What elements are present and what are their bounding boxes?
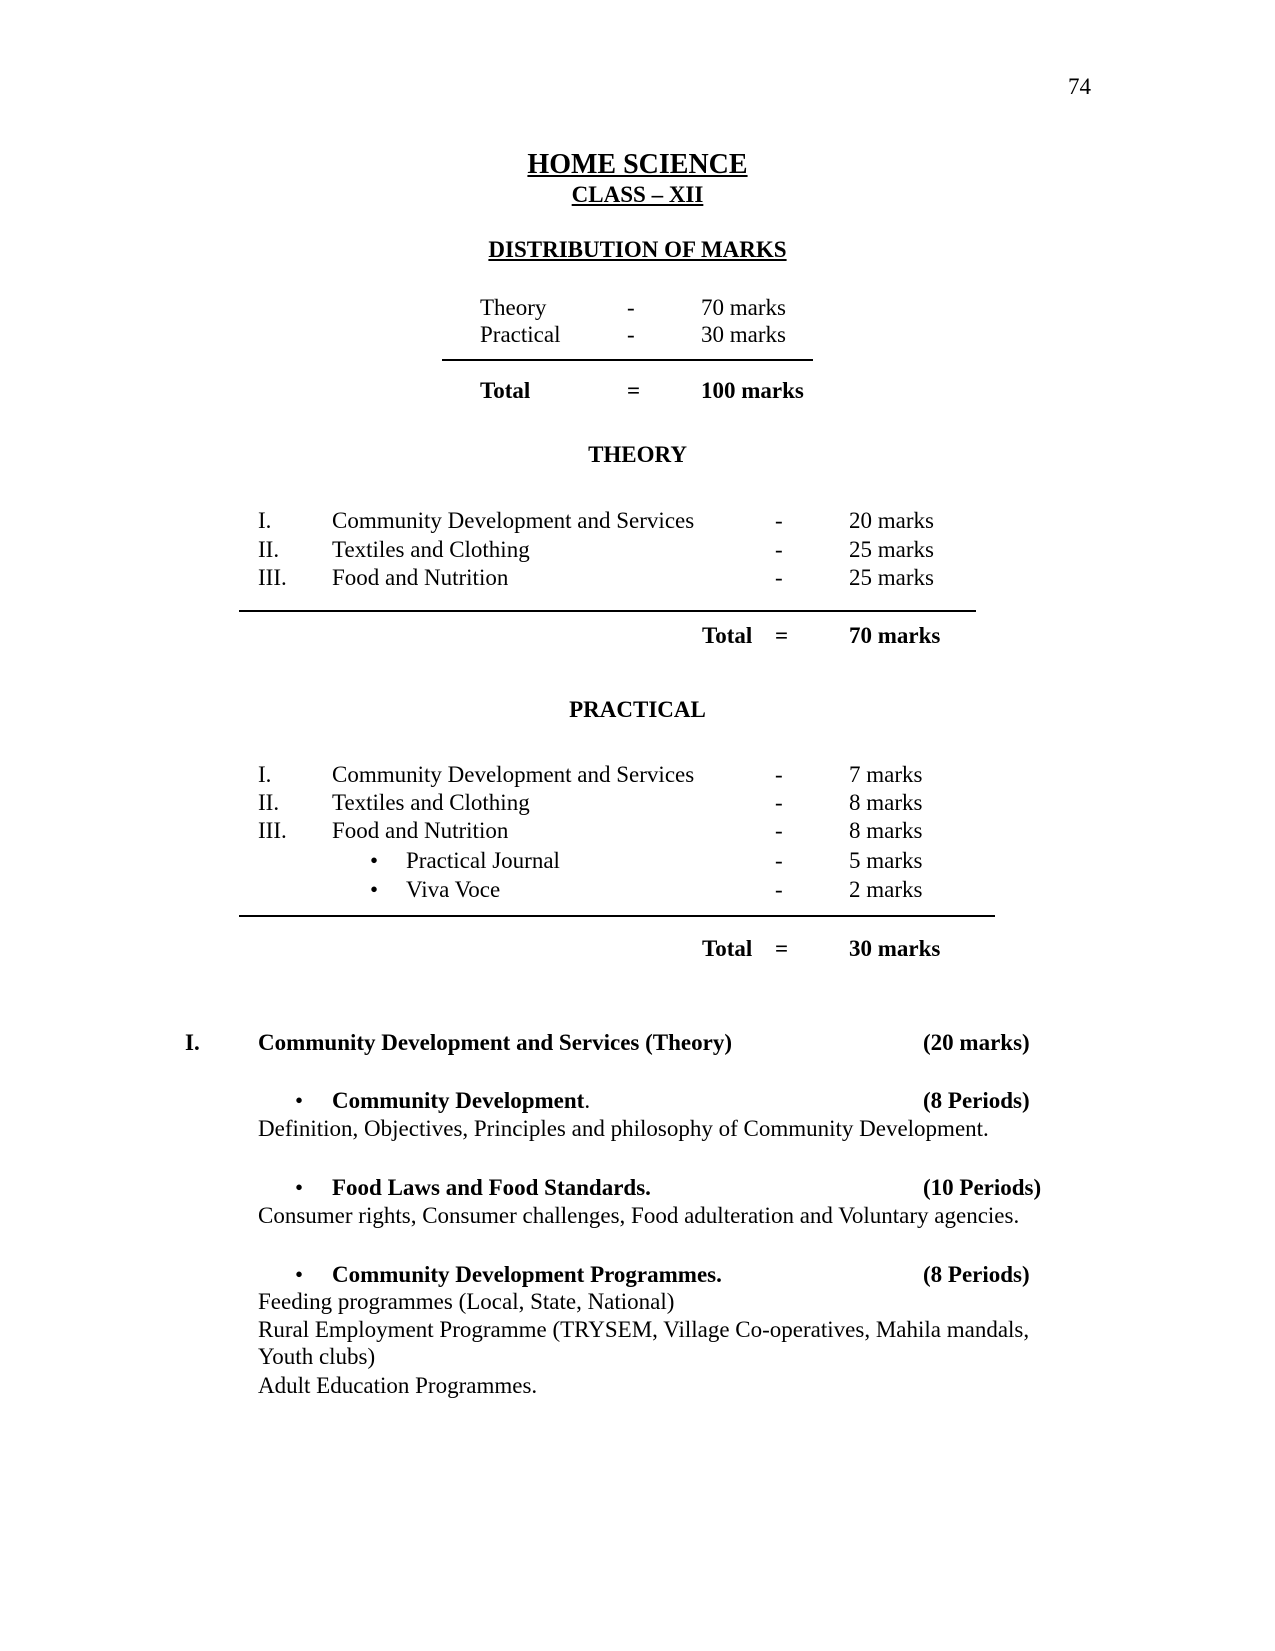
theory-row-marks: 25 marks [849, 537, 934, 562]
unit-marks: (20 marks) [923, 1030, 1030, 1055]
topic-periods: (8 Periods) [923, 1088, 1030, 1113]
topic-title: Community Development. [332, 1088, 591, 1113]
topic-description: Adult Education Programmes. [258, 1373, 538, 1398]
theory-row-name: Food and Nutrition [332, 565, 509, 590]
topic-description: Rural Employment Programme (TRYSEM, Village Co-operatives, Mahila mandals, [258, 1317, 1030, 1342]
practical-row-marks: 7 marks [849, 762, 923, 787]
distribution-label: Theory [480, 295, 547, 320]
distribution-sep: - [627, 322, 635, 347]
distribution-label: Practical [480, 322, 561, 347]
practical-sub-sep: - [775, 877, 783, 902]
theory-row-sep: - [775, 537, 783, 562]
theory-row-number: I. [258, 508, 272, 533]
bullet-icon [295, 1088, 303, 1114]
theory-row-sep: - [775, 565, 783, 590]
theory-divider [239, 610, 976, 612]
practical-sub-name: Practical Journal [406, 848, 560, 873]
practical-total-sep: = [775, 936, 789, 961]
bullet-icon [295, 1262, 303, 1288]
practical-row-sep: - [775, 762, 783, 787]
distribution-divider [442, 359, 813, 361]
practical-sub-sep: - [775, 848, 783, 873]
theory-row-number: II. [258, 537, 280, 562]
topic-title: Community Development Programmes. [332, 1262, 722, 1287]
practical-total-value: 30 marks [849, 936, 941, 961]
bullet-icon [370, 877, 378, 903]
unit-title: Community Development and Services (Theory) [258, 1030, 733, 1055]
theory-heading: THEORY [588, 442, 687, 467]
page-number: 74 [1068, 74, 1091, 99]
unit-number: I. [185, 1030, 200, 1055]
practical-row-sep: - [775, 790, 783, 815]
class-label: CLASS – XII [571, 182, 704, 207]
theory-row-number: III. [258, 565, 287, 590]
distribution-total-value: 100 marks [701, 378, 804, 403]
distribution-heading: DISTRIBUTION OF MARKS [488, 237, 787, 262]
topic-title: Food Laws and Food Standards. [332, 1175, 651, 1200]
topic-description: Feeding programmes (Local, State, National) [258, 1289, 675, 1314]
practical-divider [239, 915, 995, 917]
theory-row-name: Textiles and Clothing [332, 537, 530, 562]
theory-row-marks: 25 marks [849, 565, 934, 590]
topic-periods: (10 Periods) [923, 1175, 1042, 1200]
distribution-value: 30 marks [701, 322, 786, 347]
distribution-sep: - [627, 295, 635, 320]
theory-row-sep: - [775, 508, 783, 533]
practical-row-name: Textiles and Clothing [332, 790, 530, 815]
practical-row-number: III. [258, 818, 287, 843]
topic-description: Youth clubs) [258, 1344, 376, 1369]
practical-sub-marks: 2 marks [849, 877, 923, 902]
topic-periods: (8 Periods) [923, 1262, 1030, 1287]
theory-total-label: Total [702, 623, 753, 648]
bullet-icon [295, 1175, 303, 1201]
practical-heading: PRACTICAL [569, 697, 706, 722]
theory-row-name: Community Development and Services [332, 508, 695, 533]
theory-total-value: 70 marks [849, 623, 941, 648]
practical-row-marks: 8 marks [849, 818, 923, 843]
practical-row-name: Food and Nutrition [332, 818, 509, 843]
bullet-icon [370, 848, 378, 874]
distribution-total-sep: = [627, 378, 641, 403]
distribution-value: 70 marks [701, 295, 786, 320]
practical-row-number: II. [258, 790, 280, 815]
topic-description: Consumer rights, Consumer challenges, Food adulteration and Voluntary agencies. [258, 1203, 1020, 1228]
practical-total-label: Total [702, 936, 753, 961]
document-title: HOME SCIENCE [527, 149, 748, 180]
theory-total-sep: = [775, 623, 789, 648]
practical-row-sep: - [775, 818, 783, 843]
practical-sub-name: Viva Voce [406, 877, 501, 902]
topic-description: Definition, Objectives, Principles and philosophy of Community Development. [258, 1116, 989, 1141]
distribution-total-label: Total [480, 378, 531, 403]
theory-row-marks: 20 marks [849, 508, 934, 533]
practical-row-marks: 8 marks [849, 790, 923, 815]
practical-sub-marks: 5 marks [849, 848, 923, 873]
practical-row-name: Community Development and Services [332, 762, 695, 787]
practical-row-number: I. [258, 762, 272, 787]
